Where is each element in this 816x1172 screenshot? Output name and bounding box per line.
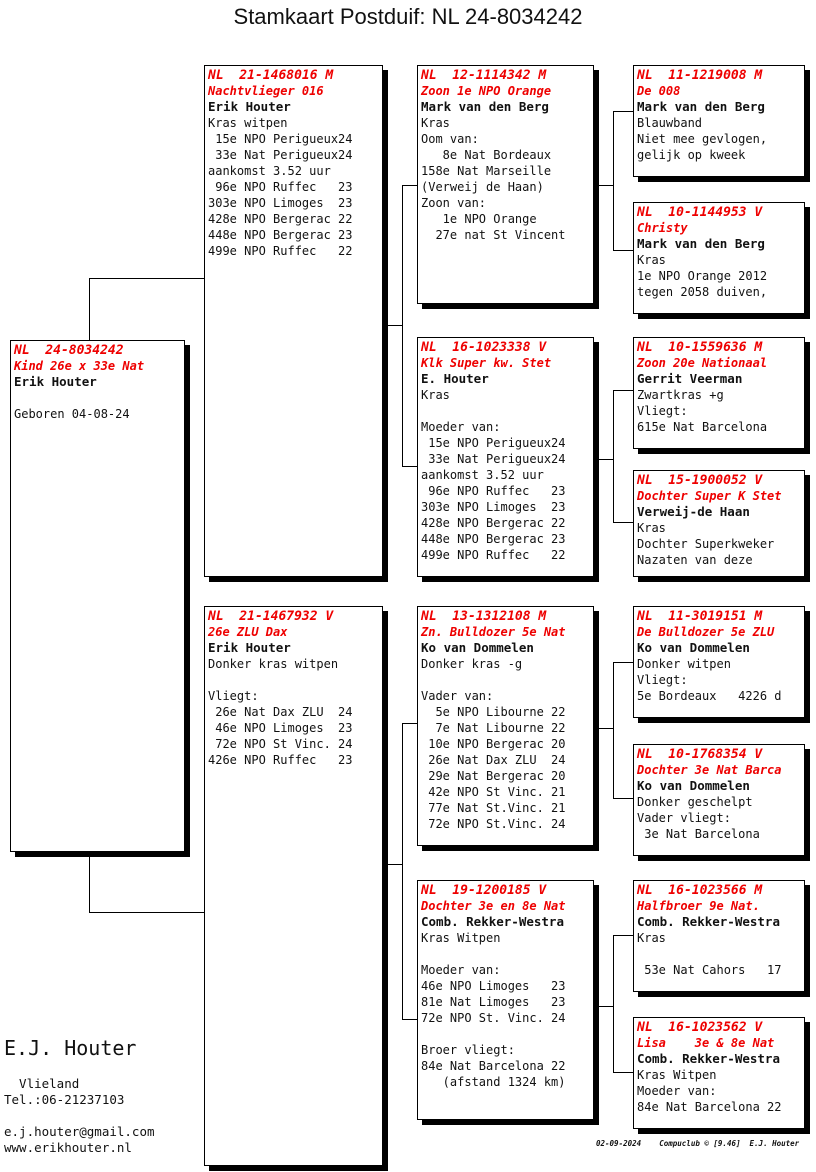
info-line: 72e NPO St Vinc. 24 bbox=[208, 737, 353, 751]
info-line: 3e Nat Barcelona bbox=[637, 827, 760, 841]
info-line: 84e Nat Barcelona 22 bbox=[637, 1100, 782, 1114]
pigeon-info bbox=[421, 115, 593, 243]
pigeon-card-mm bbox=[417, 880, 594, 1120]
pigeon-info bbox=[637, 1067, 804, 1115]
info-line: 42e NPO St Vinc. 21 bbox=[421, 785, 566, 799]
owner-name: Ko van Dommelen bbox=[421, 640, 534, 655]
pigeon-name: Lisa 3e & 8e Nat bbox=[637, 1036, 775, 1050]
info-line: Nazaten van deze bbox=[637, 553, 753, 567]
pigeon-info bbox=[421, 387, 593, 563]
info-line: 33e Nat Perigueux24 bbox=[421, 452, 566, 466]
info-line: Niet mee gevlogen, bbox=[637, 132, 768, 146]
breeder-name: E.J. Houter bbox=[4, 1036, 137, 1060]
info-line: (afstand 1324 km) bbox=[421, 1075, 566, 1089]
info-line bbox=[421, 403, 593, 419]
owner-name: Erik Houter bbox=[208, 640, 291, 655]
info-line: 303e NPO Limoges 23 bbox=[421, 500, 566, 514]
owner-name: Gerrit Veerman bbox=[637, 371, 743, 386]
pigeon-info bbox=[637, 520, 804, 568]
owner-name: Ko van Dommelen bbox=[637, 778, 750, 793]
info-line bbox=[208, 672, 382, 688]
info-line: gelijk op kweek bbox=[637, 148, 746, 162]
breeder-place: Vlieland bbox=[4, 1076, 80, 1091]
info-line: Blauwband bbox=[637, 116, 703, 130]
pigeon-name: De 008 bbox=[637, 84, 681, 98]
info-line: 615e Nat Barcelona bbox=[637, 420, 768, 434]
info-line bbox=[637, 946, 804, 962]
info-line: 72e NPO St. Vinc. 24 bbox=[421, 1011, 566, 1025]
breeder-phone: Tel.:06-21237103 bbox=[4, 1092, 125, 1107]
pigeon-name: Nachtvlieger 016 bbox=[208, 84, 324, 98]
ring-number: NL 11-1219008 M bbox=[637, 68, 763, 83]
owner-name: Mark van den Berg bbox=[421, 99, 549, 114]
info-line: 81e Nat Limoges 23 bbox=[421, 995, 566, 1009]
info-line: Vliegt: bbox=[637, 404, 688, 418]
connector bbox=[383, 325, 402, 326]
info-line: Geboren 04-08-24 bbox=[14, 407, 130, 421]
breeder-website[interactable]: www.erikhouter.nl bbox=[4, 1140, 132, 1155]
connector bbox=[613, 798, 633, 799]
ring-number: NL 13-1312108 M bbox=[421, 609, 547, 624]
info-line: 96e NPO Ruffec 23 bbox=[208, 180, 353, 194]
info-line: Kras Witpen bbox=[421, 931, 501, 945]
info-line: 158e Nat Marseille bbox=[421, 164, 552, 178]
pigeon-card-ff bbox=[417, 65, 594, 304]
info-line: Donker kras witpen bbox=[208, 657, 339, 671]
info-line: Vliegt: bbox=[208, 689, 259, 703]
info-line: 15e NPO Perigueux24 bbox=[421, 436, 566, 450]
connector bbox=[383, 864, 402, 865]
info-line: tegen 2058 duiven, bbox=[637, 285, 768, 299]
pigeon-name: De Bulldozer 5e ZLU bbox=[637, 625, 775, 639]
pigeon-name: Dochter Super K Stet bbox=[637, 489, 782, 503]
connector bbox=[402, 466, 417, 467]
connector bbox=[402, 185, 403, 467]
connector bbox=[594, 185, 613, 186]
info-line: Kras Witpen bbox=[637, 1068, 717, 1082]
ring-number: NL 10-1768354 V bbox=[637, 747, 763, 762]
pigeon-info bbox=[637, 252, 804, 300]
pigeon-card-ffm bbox=[633, 202, 805, 314]
info-line: 72e NPO St.Vinc. 24 bbox=[421, 817, 566, 831]
connector bbox=[613, 111, 614, 251]
info-line: 84e Nat Barcelona 22 bbox=[421, 1059, 566, 1073]
info-line: 5e NPO Libourne 22 bbox=[421, 705, 566, 719]
connector bbox=[89, 278, 90, 341]
pigeon-name: Klk Super kw. Stet bbox=[421, 356, 552, 370]
info-line: 33e Nat Perigueux24 bbox=[208, 148, 353, 162]
ring-number: NL 10-1144953 V bbox=[637, 205, 763, 220]
pigeon-card-subject bbox=[10, 340, 185, 852]
info-line bbox=[14, 390, 184, 406]
info-line: Kras witpen bbox=[208, 116, 288, 130]
connector bbox=[89, 851, 90, 913]
ring-number: NL 21-1468016 M bbox=[208, 68, 334, 83]
pigeon-info bbox=[421, 656, 593, 832]
info-line: 428e NPO Bergerac 22 bbox=[208, 212, 353, 226]
info-line: 26e Nat Dax ZLU 24 bbox=[421, 753, 566, 767]
info-line: Vader vliegt: bbox=[637, 811, 731, 825]
owner-name: Comb. Rekker-Westra bbox=[421, 914, 564, 929]
info-line: 5e Bordeaux 4226 d bbox=[637, 689, 782, 703]
pigeon-card-mother bbox=[204, 606, 383, 1166]
info-line: 499e NPO Ruffec 22 bbox=[421, 548, 566, 562]
connector bbox=[594, 459, 613, 460]
owner-name: Comb. Rekker-Westra bbox=[637, 914, 780, 929]
pigeon-name: Kind 26e x 33e Nat bbox=[14, 359, 145, 373]
connector bbox=[613, 390, 614, 523]
info-line: Kras bbox=[637, 253, 666, 267]
info-line: aankomst 3.52 uur bbox=[421, 468, 544, 482]
connector bbox=[613, 1072, 633, 1073]
pigeon-info bbox=[421, 930, 593, 1090]
info-line: 448e NPO Bergerac 23 bbox=[208, 228, 353, 242]
info-line: 26e Nat Dax ZLU 24 bbox=[208, 705, 353, 719]
pigeon-card-mmf bbox=[633, 880, 805, 992]
info-line: 29e Nat Bergerac 20 bbox=[421, 769, 566, 783]
info-line: Dochter Superkweker bbox=[637, 537, 775, 551]
pigeon-info bbox=[637, 794, 804, 842]
pigeon-info bbox=[208, 115, 382, 259]
page-title: Stamkaart Postduif: NL 24-8034242 bbox=[233, 4, 583, 29]
owner-name: Verweij-de Haan bbox=[637, 504, 750, 519]
owner-name: Erik Houter bbox=[14, 374, 97, 389]
info-line: Moeder van: bbox=[637, 1084, 717, 1098]
connector bbox=[402, 1019, 417, 1020]
connector bbox=[594, 1006, 613, 1007]
info-line: 426e NPO Ruffec 23 bbox=[208, 753, 353, 767]
pigeon-info bbox=[14, 390, 184, 422]
connector bbox=[402, 723, 417, 724]
info-line bbox=[421, 672, 593, 688]
connector bbox=[613, 662, 633, 663]
info-line: Zwartkras +g bbox=[637, 388, 724, 402]
pigeon-name: Zoon 1e NPO Orange bbox=[421, 84, 552, 98]
ring-number: NL 16-1023562 V bbox=[637, 1020, 763, 1035]
pigeon-card-fm bbox=[417, 337, 594, 577]
pigeon-info bbox=[208, 656, 382, 768]
pigeon-name: Zoon 20e Nationaal bbox=[637, 356, 768, 370]
breeder-email[interactable]: e.j.houter@gmail.com bbox=[4, 1124, 155, 1139]
owner-name: Ko van Dommelen bbox=[637, 640, 750, 655]
info-line: Moeder van: bbox=[421, 420, 501, 434]
pigeon-info bbox=[637, 656, 804, 704]
pigeon-name: Halfbroer 9e Nat. bbox=[637, 899, 760, 913]
info-line: (Verweij de Haan) bbox=[421, 180, 544, 194]
pigeon-name: Zn. Bulldozer 5e Nat bbox=[421, 625, 566, 639]
pigeon-info bbox=[637, 387, 804, 435]
pigeon-card-fff bbox=[633, 65, 805, 177]
ring-number: NL 11-3019151 M bbox=[637, 609, 763, 624]
connector bbox=[613, 390, 633, 391]
pigeon-card-fmm bbox=[633, 470, 805, 577]
ring-number: NL 16-1023566 M bbox=[637, 883, 763, 898]
ring-number: NL 15-1900052 V bbox=[637, 473, 763, 488]
owner-name: Comb. Rekker-Westra bbox=[637, 1051, 780, 1066]
pigeon-info bbox=[637, 115, 804, 163]
pigeon-name: Christy bbox=[637, 221, 688, 235]
info-line: Broer vliegt: bbox=[421, 1043, 515, 1057]
info-line: 448e NPO Bergerac 23 bbox=[421, 532, 566, 546]
pigeon-card-mff bbox=[633, 606, 805, 718]
connector bbox=[613, 250, 633, 251]
info-line bbox=[421, 946, 593, 962]
connector bbox=[613, 935, 614, 1073]
connector bbox=[613, 662, 614, 799]
print-info: 02-09-2024 Compuclub © [9.46] E.J. Houter bbox=[596, 1139, 800, 1148]
info-line: 53e Nat Cahors 17 bbox=[637, 963, 782, 977]
info-line: 27e nat St Vincent bbox=[421, 228, 566, 242]
connector bbox=[613, 111, 633, 112]
info-line: Donker geschelpt bbox=[637, 795, 753, 809]
pigeon-card-mmm bbox=[633, 1017, 805, 1129]
info-line: Moeder van: bbox=[421, 963, 501, 977]
owner-name: Mark van den Berg bbox=[637, 99, 765, 114]
info-line: Vliegt: bbox=[637, 673, 688, 687]
connector bbox=[89, 278, 204, 279]
info-line: 46e NPO Limoges 23 bbox=[208, 721, 353, 735]
info-line: 1e NPO Orange 2012 bbox=[637, 269, 768, 283]
owner-name: Erik Houter bbox=[208, 99, 291, 114]
pigeon-card-mf bbox=[417, 606, 594, 846]
info-line: 46e NPO Limoges 23 bbox=[421, 979, 566, 993]
info-line: Oom van: bbox=[421, 132, 479, 146]
ring-number: NL 10-1559636 M bbox=[637, 340, 763, 355]
ring-number: NL 12-1114342 M bbox=[421, 68, 547, 83]
info-line: Zoon van: bbox=[421, 196, 487, 210]
info-line: Kras bbox=[421, 116, 450, 130]
info-line: Kras bbox=[637, 521, 666, 535]
info-line bbox=[421, 1026, 593, 1042]
info-line: 8e Nat Bordeaux bbox=[421, 148, 552, 162]
pigeon-name: Dochter 3e en 8e Nat bbox=[421, 899, 566, 913]
info-line: Kras bbox=[637, 931, 666, 945]
pigeon-card-fmf bbox=[633, 337, 805, 449]
ring-number: NL 16-1023338 V bbox=[421, 340, 547, 355]
info-line: 77e Nat St.Vinc. 21 bbox=[421, 801, 566, 815]
info-line: Donker kras -g bbox=[421, 657, 523, 671]
connector bbox=[89, 912, 204, 913]
ring-number: NL 19-1200185 V bbox=[421, 883, 547, 898]
pigeon-name: Dochter 3e Nat Barca bbox=[637, 763, 782, 777]
pigeon-info bbox=[637, 930, 804, 978]
owner-name: E. Houter bbox=[421, 371, 489, 386]
info-line: 1e NPO Orange bbox=[421, 212, 537, 226]
connector bbox=[402, 185, 417, 186]
pigeon-card-father bbox=[204, 65, 383, 577]
info-line: 499e NPO Ruffec 22 bbox=[208, 244, 353, 258]
info-line: 7e Nat Libourne 22 bbox=[421, 721, 566, 735]
info-line: Vader van: bbox=[421, 689, 494, 703]
ring-number: NL 24-8034242 bbox=[14, 343, 124, 358]
connector bbox=[613, 935, 633, 936]
info-line: Donker witpen bbox=[637, 657, 731, 671]
owner-name: Mark van den Berg bbox=[637, 236, 765, 251]
info-line: 303e NPO Limoges 23 bbox=[208, 196, 353, 210]
connector bbox=[594, 728, 613, 729]
info-line: 96e NPO Ruffec 23 bbox=[421, 484, 566, 498]
info-line: 15e NPO Perigueux24 bbox=[208, 132, 353, 146]
info-line: 10e NPO Bergerac 20 bbox=[421, 737, 566, 751]
ring-number: NL 21-1467932 V bbox=[208, 609, 334, 624]
pigeon-name: 26e ZLU Dax bbox=[208, 625, 288, 639]
connector bbox=[613, 522, 633, 523]
info-line: aankomst 3.52 uur bbox=[208, 164, 331, 178]
info-line: 428e NPO Bergerac 22 bbox=[421, 516, 566, 530]
connector bbox=[402, 723, 403, 1020]
info-line: Kras bbox=[421, 388, 450, 402]
pigeon-card-mfm bbox=[633, 744, 805, 856]
